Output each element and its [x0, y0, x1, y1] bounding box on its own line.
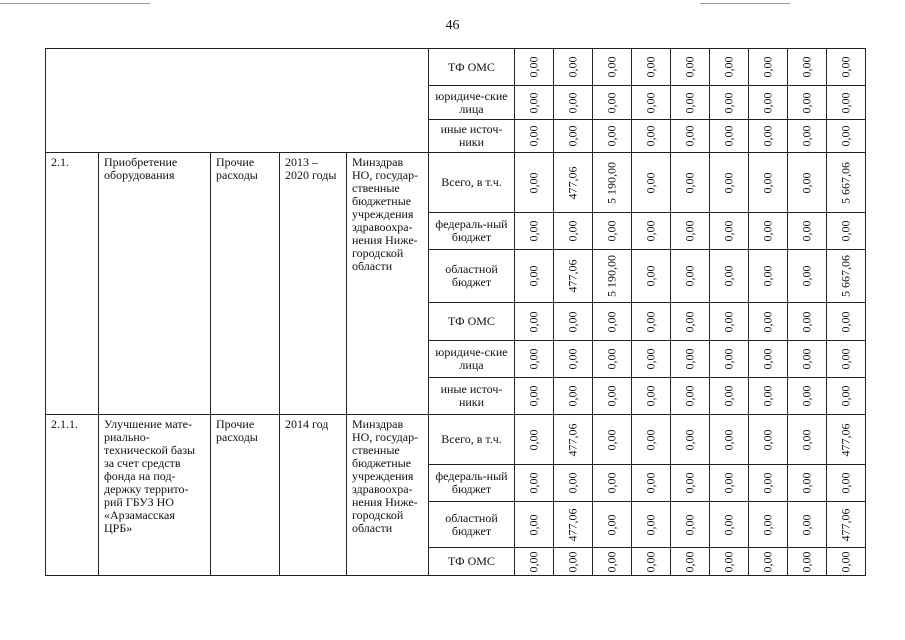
- value-cell: [788, 153, 827, 213]
- value-text: 0,00: [604, 429, 619, 450]
- value-cell: [749, 378, 788, 415]
- value-cell: [788, 303, 827, 341]
- value-text: 0,00: [682, 348, 697, 370]
- value-cell: [710, 303, 749, 341]
- value-text: 5 190,00: [604, 161, 619, 204]
- value-cell: [710, 341, 749, 378]
- value-text: 0,00: [526, 385, 541, 407]
- scan-top-line: [700, 3, 790, 4]
- value-text: 0,00: [838, 92, 853, 113]
- value-cell: [671, 548, 710, 576]
- value-cell: [515, 415, 554, 465]
- value-text: 0,00: [526, 348, 541, 370]
- value-text: 0,00: [565, 56, 580, 78]
- value-cell: [515, 86, 554, 120]
- value-cell: [632, 415, 671, 465]
- funding-source: Всего, в т.ч.: [429, 415, 515, 465]
- value-text: 0,00: [643, 265, 658, 287]
- value-text: 0,00: [799, 472, 814, 494]
- value-text: 0,00: [799, 125, 814, 147]
- funding-source: Всего, в т.ч.: [429, 153, 515, 213]
- value-text: 0,00: [838, 348, 853, 370]
- value-text: 0,00: [604, 385, 619, 407]
- value-cell: [554, 49, 593, 86]
- value-text: 0,00: [526, 429, 541, 450]
- value-cell: [671, 341, 710, 378]
- period: 2014 год: [280, 415, 347, 576]
- value-cell: [710, 378, 749, 415]
- value-text: 0,00: [526, 551, 541, 572]
- value-cell: [632, 341, 671, 378]
- value-text: 0,00: [799, 265, 814, 287]
- period: 2013 – 2020 годы: [280, 153, 347, 415]
- value-text: 0,00: [799, 348, 814, 370]
- value-text: 0,00: [721, 348, 736, 370]
- funding-source: ТФ ОМС: [429, 548, 515, 576]
- value-text: 0,00: [760, 311, 775, 332]
- value-text: 0,00: [682, 125, 697, 147]
- value-cell: [515, 502, 554, 548]
- value-cell: [632, 213, 671, 250]
- value-text: 0,00: [526, 265, 541, 287]
- value-text: 0,00: [721, 220, 736, 242]
- value-cell: [827, 250, 866, 303]
- value-text: 0,00: [643, 311, 658, 332]
- value-cell: [671, 465, 710, 502]
- value-cell: [515, 250, 554, 303]
- value-cell: [749, 153, 788, 213]
- table-row: [46, 153, 866, 213]
- value-cell: [515, 120, 554, 153]
- executor: Минздрав НО, государ-ственные бюджетные учреждения здравоохра-нения Ниже-городской области: [347, 415, 429, 576]
- value-cell: [593, 415, 632, 465]
- value-text: 477,06: [838, 508, 853, 541]
- value-text: 0,00: [604, 220, 619, 242]
- value-cell: [593, 213, 632, 250]
- value-cell: [554, 415, 593, 465]
- value-text: 0,00: [682, 472, 697, 494]
- value-cell: [827, 465, 866, 502]
- funding-source: областной бюджет: [429, 250, 515, 303]
- funding-source: иные источ-ники: [429, 378, 515, 415]
- executor: Минздрав НО, государ-ственные бюджетные учреждения здравоохра-нения Ниже-городской области: [347, 153, 429, 415]
- value-cell: [554, 502, 593, 548]
- expense-type: Прочие расходы: [211, 153, 280, 415]
- value-cell: [827, 303, 866, 341]
- value-text: 5 667,06: [838, 255, 853, 297]
- value-cell: [788, 548, 827, 576]
- value-text: 0,00: [721, 472, 736, 494]
- value-cell: [632, 548, 671, 576]
- value-cell: [710, 465, 749, 502]
- funding-source: юридиче-ские лица: [429, 86, 515, 120]
- item-number: 2.1.1.: [46, 415, 99, 576]
- funding-source: ТФ ОМС: [429, 303, 515, 341]
- value-cell: [554, 153, 593, 213]
- value-text: 0,00: [604, 311, 619, 332]
- value-text: 5 190,00: [604, 255, 619, 297]
- value-text: 0,00: [565, 125, 580, 147]
- value-text: 477,06: [565, 423, 580, 456]
- value-cell: [632, 153, 671, 213]
- value-text: 0,00: [799, 514, 814, 535]
- value-cell: [671, 502, 710, 548]
- value-cell: [788, 341, 827, 378]
- value-cell: [749, 250, 788, 303]
- value-cell: [632, 303, 671, 341]
- value-text: 0,00: [526, 311, 541, 332]
- value-text: 0,00: [604, 472, 619, 494]
- value-text: 0,00: [526, 172, 541, 193]
- value-cell: [788, 415, 827, 465]
- value-cell: [515, 465, 554, 502]
- value-text: 0,00: [760, 348, 775, 370]
- value-cell: [593, 378, 632, 415]
- value-cell: [749, 502, 788, 548]
- value-cell: [749, 341, 788, 378]
- value-cell: [515, 548, 554, 576]
- value-text: 0,00: [682, 429, 697, 450]
- value-cell: [671, 213, 710, 250]
- value-cell: [554, 548, 593, 576]
- value-text: 5 667,06: [838, 161, 853, 204]
- value-cell: [710, 502, 749, 548]
- value-cell: [515, 213, 554, 250]
- value-text: 477,06: [565, 166, 580, 199]
- value-text: 0,00: [799, 311, 814, 332]
- value-text: 0,00: [760, 265, 775, 287]
- value-text: 477,06: [565, 508, 580, 541]
- value-text: 0,00: [760, 220, 775, 242]
- value-cell: [827, 502, 866, 548]
- table-row: [46, 49, 866, 86]
- value-text: 0,00: [682, 56, 697, 78]
- value-text: 0,00: [643, 429, 658, 450]
- value-cell: [827, 49, 866, 86]
- value-text: 0,00: [838, 125, 853, 147]
- value-cell: [827, 548, 866, 576]
- value-cell: [632, 378, 671, 415]
- value-cell: [749, 303, 788, 341]
- value-cell: [554, 250, 593, 303]
- funding-source: федераль-ный бюджет: [429, 465, 515, 502]
- value-text: 0,00: [838, 551, 853, 572]
- value-text: 0,00: [604, 92, 619, 113]
- value-text: 0,00: [721, 92, 736, 113]
- value-cell: [632, 120, 671, 153]
- value-text: 0,00: [643, 92, 658, 113]
- value-cell: [788, 465, 827, 502]
- value-cell: [554, 86, 593, 120]
- value-cell: [788, 213, 827, 250]
- value-cell: [827, 213, 866, 250]
- value-text: 0,00: [760, 385, 775, 407]
- value-text: 0,00: [643, 385, 658, 407]
- value-cell: [671, 378, 710, 415]
- value-text: 0,00: [565, 311, 580, 332]
- value-cell: [710, 250, 749, 303]
- value-text: 0,00: [799, 56, 814, 78]
- value-cell: [515, 303, 554, 341]
- value-cell: [788, 86, 827, 120]
- value-text: 0,00: [526, 472, 541, 494]
- value-cell: [632, 502, 671, 548]
- value-text: 477,06: [565, 259, 580, 293]
- item-number: 2.1.: [46, 153, 99, 415]
- value-text: 0,00: [760, 472, 775, 494]
- value-cell: [749, 49, 788, 86]
- value-text: 0,00: [799, 551, 814, 572]
- value-cell: [671, 86, 710, 120]
- item-name: Приобретение оборудования: [99, 153, 211, 415]
- value-text: 0,00: [565, 92, 580, 113]
- value-cell: [827, 378, 866, 415]
- value-text: 0,00: [604, 56, 619, 78]
- value-cell: [671, 303, 710, 341]
- value-cell: [632, 250, 671, 303]
- value-text: 0,00: [721, 172, 736, 193]
- value-cell: [593, 153, 632, 213]
- value-cell: [827, 153, 866, 213]
- value-cell: [515, 378, 554, 415]
- value-cell: [788, 49, 827, 86]
- value-text: 0,00: [682, 551, 697, 572]
- value-cell: [554, 378, 593, 415]
- table-row: [46, 415, 866, 465]
- value-cell: [749, 213, 788, 250]
- value-text: 0,00: [682, 220, 697, 242]
- funding-source: федераль-ный бюджет: [429, 213, 515, 250]
- value-cell: [788, 120, 827, 153]
- value-cell: [788, 250, 827, 303]
- value-text: 0,00: [760, 56, 775, 78]
- value-text: 0,00: [526, 92, 541, 113]
- value-cell: [788, 502, 827, 548]
- value-text: 0,00: [721, 514, 736, 535]
- value-text: 0,00: [565, 551, 580, 572]
- continued-blank-cell: [46, 49, 429, 153]
- value-text: 0,00: [604, 551, 619, 572]
- value-cell: [515, 153, 554, 213]
- value-text: 0,00: [721, 429, 736, 450]
- funding-source: областной бюджет: [429, 502, 515, 548]
- value-text: 477,06: [838, 423, 853, 456]
- value-text: 0,00: [799, 172, 814, 193]
- value-text: 0,00: [760, 551, 775, 572]
- value-cell: [827, 120, 866, 153]
- value-text: 0,00: [838, 220, 853, 242]
- value-text: 0,00: [838, 311, 853, 332]
- value-text: 0,00: [838, 56, 853, 78]
- value-text: 0,00: [838, 385, 853, 407]
- value-text: 0,00: [643, 220, 658, 242]
- funding-source: юридиче-ские лица: [429, 341, 515, 378]
- value-text: 0,00: [643, 514, 658, 535]
- value-text: 0,00: [682, 265, 697, 287]
- value-text: 0,00: [643, 56, 658, 78]
- funding-source: ТФ ОМС: [429, 49, 515, 86]
- value-text: 0,00: [760, 92, 775, 113]
- value-cell: [827, 341, 866, 378]
- value-cell: [671, 120, 710, 153]
- value-text: 0,00: [643, 125, 658, 147]
- value-cell: [749, 465, 788, 502]
- value-cell: [593, 465, 632, 502]
- value-cell: [593, 49, 632, 86]
- value-text: 0,00: [721, 125, 736, 147]
- value-text: 0,00: [721, 56, 736, 78]
- value-text: 0,00: [604, 348, 619, 370]
- value-cell: [593, 502, 632, 548]
- value-text: 0,00: [643, 551, 658, 572]
- scan-top-line: [0, 3, 150, 4]
- page-number: 46: [445, 18, 460, 33]
- value-cell: [515, 341, 554, 378]
- value-text: 0,00: [643, 348, 658, 370]
- value-cell: [827, 415, 866, 465]
- value-cell: [554, 303, 593, 341]
- value-cell: [710, 120, 749, 153]
- value-text: 0,00: [721, 385, 736, 407]
- value-cell: [593, 250, 632, 303]
- value-text: 0,00: [565, 385, 580, 407]
- value-cell: [515, 49, 554, 86]
- value-text: 0,00: [838, 472, 853, 494]
- item-name: Улучшение мате-риально-технической базы за счет средств фонда на под-держку террито-рий ГБУЗ НО «Арзамасская ЦРБ»: [99, 415, 211, 576]
- value-text: 0,00: [721, 551, 736, 572]
- value-text: 0,00: [682, 92, 697, 113]
- value-cell: [671, 153, 710, 213]
- value-cell: [593, 341, 632, 378]
- value-cell: [554, 120, 593, 153]
- value-text: 0,00: [760, 429, 775, 450]
- value-cell: [632, 465, 671, 502]
- value-cell: [749, 86, 788, 120]
- value-cell: [593, 120, 632, 153]
- value-cell: [632, 86, 671, 120]
- value-text: 0,00: [682, 172, 697, 193]
- value-cell: [554, 341, 593, 378]
- value-cell: [710, 153, 749, 213]
- value-cell: [710, 86, 749, 120]
- value-cell: [554, 213, 593, 250]
- value-cell: [671, 250, 710, 303]
- value-text: 0,00: [643, 472, 658, 494]
- value-cell: [593, 303, 632, 341]
- value-text: 0,00: [682, 385, 697, 407]
- value-text: 0,00: [799, 385, 814, 407]
- value-cell: [749, 415, 788, 465]
- value-text: 0,00: [565, 472, 580, 494]
- expense-type: Прочие расходы: [211, 415, 280, 576]
- value-cell: [554, 465, 593, 502]
- value-cell: [788, 378, 827, 415]
- value-text: 0,00: [526, 56, 541, 78]
- value-text: 0,00: [799, 92, 814, 113]
- value-text: 0,00: [721, 265, 736, 287]
- value-cell: [827, 86, 866, 120]
- value-text: 0,00: [760, 125, 775, 147]
- value-text: 0,00: [526, 220, 541, 242]
- value-text: 0,00: [526, 514, 541, 535]
- value-text: 0,00: [604, 125, 619, 147]
- value-cell: [710, 415, 749, 465]
- value-cell: [632, 49, 671, 86]
- value-cell: [671, 415, 710, 465]
- value-cell: [710, 213, 749, 250]
- funding-source: иные источ-ники: [429, 120, 515, 153]
- value-text: 0,00: [799, 220, 814, 242]
- value-cell: [749, 548, 788, 576]
- value-text: 0,00: [760, 514, 775, 535]
- value-text: 0,00: [682, 311, 697, 332]
- value-text: 0,00: [565, 220, 580, 242]
- value-cell: [710, 49, 749, 86]
- value-text: 0,00: [760, 172, 775, 193]
- budget-table: [45, 48, 866, 576]
- value-text: 0,00: [604, 514, 619, 535]
- value-cell: [671, 49, 710, 86]
- value-text: 0,00: [682, 514, 697, 535]
- value-cell: [749, 120, 788, 153]
- value-cell: [593, 548, 632, 576]
- value-text: 0,00: [643, 172, 658, 193]
- value-text: 0,00: [799, 429, 814, 450]
- value-cell: [710, 548, 749, 576]
- value-text: 0,00: [526, 125, 541, 147]
- value-text: 0,00: [565, 348, 580, 370]
- value-cell: [593, 86, 632, 120]
- value-text: 0,00: [721, 311, 736, 332]
